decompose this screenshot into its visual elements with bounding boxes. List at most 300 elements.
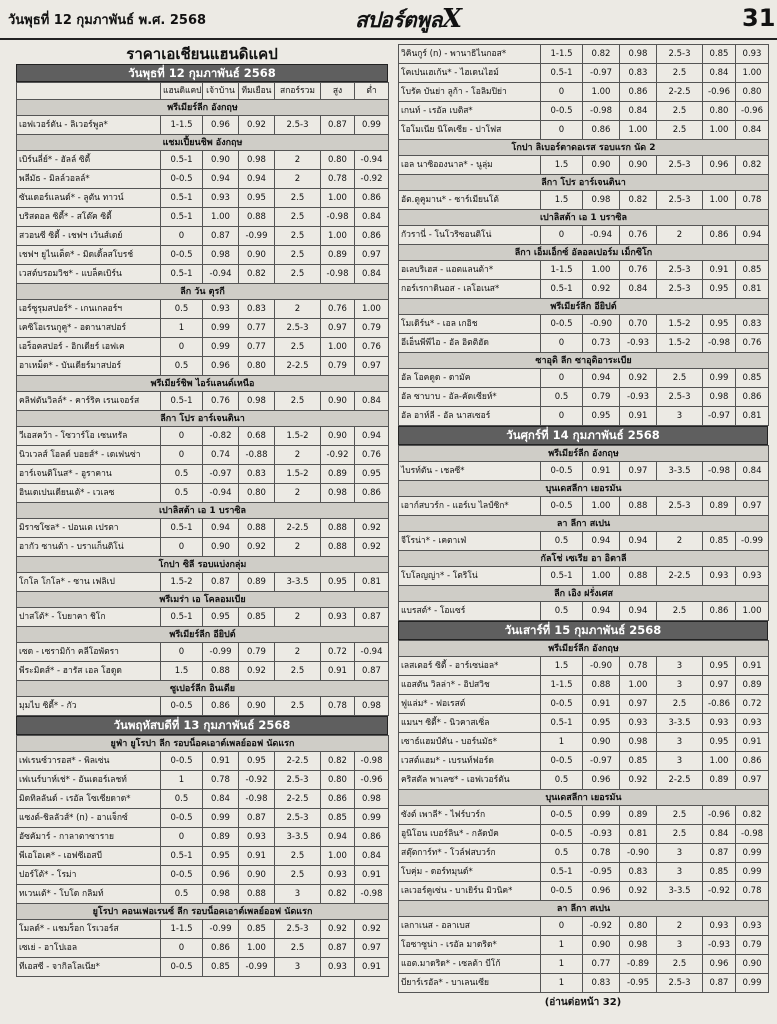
home-odds: 0.98	[203, 246, 239, 265]
match-row	[399, 676, 769, 695]
handicap: 0.5-1	[541, 567, 583, 586]
home-odds: 0.91	[583, 695, 620, 714]
over-odds: 0.84	[703, 64, 736, 83]
over-odds: 0.99	[703, 369, 736, 388]
date-band: วันพุธที่ 12 กุมภาพันธ์ 2568	[16, 64, 388, 82]
total-goals: 2	[275, 484, 321, 503]
over-odds: 0.87	[321, 939, 355, 958]
match-row	[399, 752, 769, 771]
match-name: ฟูแล่ม* - ฟอเรสต์	[399, 695, 541, 714]
under-odds: 0.99	[736, 844, 769, 863]
total-goals: 2-2.5	[275, 357, 321, 376]
league-name: ลีกา โปร อาร์เจนตินา	[399, 175, 769, 191]
match-row	[399, 602, 769, 621]
over-odds: -0.86	[703, 695, 736, 714]
over-odds: 0.96	[703, 156, 736, 175]
handicap: 1.5	[541, 156, 583, 175]
column-header: สกอร์รวม	[275, 83, 321, 100]
match-name: เฟเนร์บาห์เช่* - อันเดอร์เลชท์	[17, 771, 161, 790]
away-odds: 0.81	[620, 825, 657, 844]
total-goals: 3	[657, 657, 703, 676]
under-odds: 0.99	[736, 863, 769, 882]
match-row	[17, 427, 389, 446]
under-odds: 0.83	[736, 315, 769, 334]
match-row	[399, 771, 769, 790]
match-row	[17, 227, 389, 246]
handicap: 0.5	[541, 388, 583, 407]
home-odds: 0.88	[203, 662, 239, 681]
under-odds: 0.86	[736, 752, 769, 771]
league-name: บุนเดสลีกา เยอรมัน	[399, 790, 769, 806]
away-odds: 0.92	[620, 882, 657, 901]
match-row	[17, 357, 389, 376]
handicap: 0.5	[161, 357, 203, 376]
handicap: 0-0.5	[161, 958, 203, 977]
handicap: 1	[161, 771, 203, 790]
home-odds: 0.93	[203, 300, 239, 319]
handicap: 0-0.5	[541, 102, 583, 121]
odds-table	[398, 445, 769, 621]
league-name: แชมเปี้ยนชิพ อังกฤษ	[17, 135, 389, 151]
column-header: ทีมเยือน	[239, 83, 275, 100]
away-odds: 0.83	[620, 64, 657, 83]
league-row	[399, 353, 769, 369]
total-goals: 3	[657, 407, 703, 426]
match-row	[17, 246, 389, 265]
under-odds: 0.81	[736, 280, 769, 299]
match-name: คริสตัล พาเลซ* - เอฟเวอร์ตัน	[399, 771, 541, 790]
home-odds: -0.99	[203, 920, 239, 939]
under-odds: 0.85	[736, 369, 769, 388]
match-name: เลเวอร์คูเซ่น - บาเยิร์น มิวนิค*	[399, 882, 541, 901]
handicap: 0	[541, 917, 583, 936]
under-odds: 1.00	[736, 602, 769, 621]
match-name: โอซาซูน่า - เรอัล มาดริด*	[399, 936, 541, 955]
league-name: ลีกา เอ็มเอ็กซ์ อัลอลเปอร์ม เม็กซิโก	[399, 245, 769, 261]
away-odds: 0.98	[239, 392, 275, 411]
total-goals: 3	[275, 958, 321, 977]
under-odds: 0.78	[736, 191, 769, 210]
under-odds: -0.98	[355, 752, 389, 771]
total-goals: 2.5	[657, 602, 703, 621]
over-odds: -0.93	[703, 936, 736, 955]
under-odds: 0.93	[736, 45, 769, 64]
under-odds: 0.86	[736, 388, 769, 407]
match-row	[17, 265, 389, 284]
match-name: อินเดเปนเดียนเต้* - เวเลซ	[17, 484, 161, 503]
league-row	[399, 551, 769, 567]
total-goals: 2-2.5	[657, 83, 703, 102]
under-odds: 0.93	[736, 567, 769, 586]
over-odds: 0.98	[321, 484, 355, 503]
away-odds: 0.92	[620, 369, 657, 388]
match-name: พีระมิดส์* - ฮารัส เอล โฮดูด	[17, 662, 161, 681]
odds-table	[398, 640, 769, 993]
home-odds: 0.94	[583, 369, 620, 388]
under-odds: -0.98	[736, 825, 769, 844]
over-odds: 0.85	[703, 45, 736, 64]
away-odds: 0.94	[620, 532, 657, 551]
match-name: ทีเอสซี - จากิลโลเนีย*	[17, 958, 161, 977]
total-goals: 2.5	[275, 847, 321, 866]
home-odds: 0.79	[583, 388, 620, 407]
league-row	[17, 503, 389, 519]
over-odds: 0.87	[703, 974, 736, 993]
match-row	[399, 882, 769, 901]
total-goals: 2	[657, 226, 703, 245]
over-odds: 0.93	[321, 866, 355, 885]
match-row	[399, 695, 769, 714]
home-odds: -0.90	[583, 657, 620, 676]
league-name: เปาลิสต้า เอ 1 บราซิล	[17, 503, 389, 519]
over-odds: 0.95	[703, 280, 736, 299]
total-goals: 2.5-3	[657, 156, 703, 175]
total-goals: 2.5	[275, 246, 321, 265]
over-odds: 0.95	[321, 573, 355, 592]
home-odds: 0.94	[583, 602, 620, 621]
away-odds: 0.80	[620, 917, 657, 936]
league-name: พรีเมร่า เอ โคลอมเบีย	[17, 592, 389, 608]
match-row	[399, 226, 769, 245]
under-odds: 0.76	[355, 338, 389, 357]
away-odds: 0.70	[620, 315, 657, 334]
over-odds: 0.90	[321, 392, 355, 411]
match-name: เลกาเนส - อลาเบส	[399, 917, 541, 936]
handicap: 0-0.5	[161, 246, 203, 265]
home-odds: 0.91	[203, 752, 239, 771]
under-odds: 0.91	[736, 657, 769, 676]
handicap: 1	[541, 936, 583, 955]
away-odds: 0.95	[239, 189, 275, 208]
under-odds: 0.97	[355, 246, 389, 265]
match-row	[399, 102, 769, 121]
total-goals: 2.5-3	[657, 497, 703, 516]
under-odds: 0.94	[736, 226, 769, 245]
total-goals: 1.5-2	[275, 465, 321, 484]
away-odds: 0.98	[620, 936, 657, 955]
match-name: ไบรท์ตัน - เชลซี*	[399, 462, 541, 481]
league-row	[17, 284, 389, 300]
home-odds: -0.92	[583, 917, 620, 936]
away-odds: 0.76	[620, 226, 657, 245]
match-row	[399, 191, 769, 210]
away-odds: 0.83	[239, 300, 275, 319]
over-odds: 0.94	[321, 828, 355, 847]
handicap: 0-0.5	[541, 825, 583, 844]
handicap: 1.5-2	[161, 573, 203, 592]
home-odds: 1.00	[203, 208, 239, 227]
handicap: 0	[161, 427, 203, 446]
match-row	[17, 446, 389, 465]
logo-x: X	[441, 4, 462, 34]
match-row	[17, 465, 389, 484]
league-row	[17, 592, 389, 608]
away-odds: 0.91	[620, 407, 657, 426]
handicap: 1.5	[541, 657, 583, 676]
over-odds: 1.00	[321, 847, 355, 866]
total-goals: 2.5	[657, 806, 703, 825]
home-odds: 0.76	[203, 392, 239, 411]
over-odds: 0.84	[703, 825, 736, 844]
page-number: 31	[742, 4, 776, 32]
match-row	[399, 497, 769, 516]
under-odds: 0.90	[736, 955, 769, 974]
under-odds: 1.00	[355, 300, 389, 319]
match-name: วิคินกูร์ (n) - พานาธิไนกอส*	[399, 45, 541, 64]
over-odds: 0.97	[321, 319, 355, 338]
over-odds: -0.98	[703, 462, 736, 481]
handicap: 0.5	[161, 790, 203, 809]
over-odds: 0.95	[703, 733, 736, 752]
odds-table-title: ราคาเอเชียนแฮนดิแคป	[126, 45, 278, 63]
total-goals: 2	[275, 538, 321, 557]
home-odds: 0.86	[583, 121, 620, 140]
match-row	[399, 657, 769, 676]
total-goals: 2	[275, 608, 321, 627]
league-row	[17, 557, 389, 573]
over-odds: 0.98	[703, 388, 736, 407]
handicap: 0.5	[541, 771, 583, 790]
home-odds: 0.95	[203, 608, 239, 627]
league-row	[399, 210, 769, 226]
league-row	[17, 681, 389, 697]
over-odds: 0.87	[321, 116, 355, 135]
match-row	[17, 484, 389, 503]
total-goals: 3-3.5	[657, 714, 703, 733]
total-goals: 2.5	[657, 825, 703, 844]
under-odds: 0.87	[355, 662, 389, 681]
match-name: แบรสต์* - โอแซร์	[399, 602, 541, 621]
left-odds-column	[16, 44, 388, 977]
over-odds: 0.93	[703, 917, 736, 936]
under-odds: 0.82	[736, 806, 769, 825]
total-goals: 2-2.5	[275, 790, 321, 809]
away-odds: 0.80	[239, 357, 275, 376]
total-goals: 3-3.5	[275, 828, 321, 847]
column-header: ต่ำ	[355, 83, 389, 100]
league-name: พรีเมียร์ลีก อังกฤษ	[399, 446, 769, 462]
away-odds: 0.91	[239, 847, 275, 866]
match-row	[17, 790, 389, 809]
over-odds: 0.80	[321, 771, 355, 790]
away-odds: 0.98	[620, 733, 657, 752]
match-name: โคเปนเฮเก้น* - ไฮเดนไฮม์	[399, 64, 541, 83]
over-odds: 0.88	[321, 519, 355, 538]
match-name: อัซคัมาร์ - กาลาตาซาราย	[17, 828, 161, 847]
handicap: 0-0.5	[161, 866, 203, 885]
handicap: 0.5	[541, 532, 583, 551]
home-odds: -0.95	[583, 863, 620, 882]
match-row	[17, 338, 389, 357]
home-odds: 0.89	[203, 828, 239, 847]
total-goals: 3	[657, 863, 703, 882]
total-goals: 2.5	[275, 939, 321, 958]
over-odds: 0.85	[703, 532, 736, 551]
away-odds: -0.88	[239, 446, 275, 465]
league-row	[399, 641, 769, 657]
over-odds: 0.72	[321, 643, 355, 662]
handicap: 0	[161, 828, 203, 847]
away-odds: 0.79	[239, 643, 275, 662]
home-odds: -0.93	[583, 825, 620, 844]
newspaper-logo	[355, 4, 462, 37]
handicap: 0-0.5	[161, 809, 203, 828]
match-name: เวสต์บรอมวิช* - แบล็คเบิร์น	[17, 265, 161, 284]
league-row	[399, 586, 769, 602]
over-odds: -0.92	[321, 446, 355, 465]
over-odds: 0.89	[703, 497, 736, 516]
match-row	[399, 64, 769, 83]
over-odds: 0.82	[321, 752, 355, 771]
handicap: 0-0.5	[161, 752, 203, 771]
match-name: โกโล โกโล* - ซาน เฟลิเป	[17, 573, 161, 592]
match-name: มิราซโซล* - ปอนเต เปรตา	[17, 519, 161, 538]
away-odds: -0.99	[239, 227, 275, 246]
handicap: 1	[541, 733, 583, 752]
league-name: โกปา ซิลี รอบแบ่งกลุ่ม	[17, 557, 389, 573]
logo-text: สปอร์ตพูล	[355, 7, 442, 32]
league-row	[17, 736, 389, 752]
match-name: บริสตอล ซิตี้* - สโต๊ค ซิตี้	[17, 208, 161, 227]
under-odds: 0.97	[355, 939, 389, 958]
under-odds: 0.86	[355, 484, 389, 503]
league-row	[17, 135, 389, 151]
over-odds: 0.89	[703, 771, 736, 790]
total-goals: 3-3.5	[275, 573, 321, 592]
home-odds: 0.90	[203, 538, 239, 557]
under-odds: 0.81	[736, 407, 769, 426]
match-row	[17, 392, 389, 411]
handicap: 1-1.5	[161, 920, 203, 939]
match-row	[399, 462, 769, 481]
total-goals: 2-2.5	[657, 771, 703, 790]
column-header-row	[17, 83, 389, 100]
match-row	[399, 83, 769, 102]
over-odds: -0.98	[703, 334, 736, 353]
match-row	[17, 189, 389, 208]
match-name: เอาก์สบวร์ก - แอร์เบ ไลป์ซิก*	[399, 497, 541, 516]
away-odds: 0.98	[620, 45, 657, 64]
league-row	[17, 376, 389, 392]
under-odds: 0.84	[355, 847, 389, 866]
match-row	[399, 917, 769, 936]
away-odds: -0.92	[239, 771, 275, 790]
home-odds: 0.95	[583, 714, 620, 733]
under-odds: 0.92	[355, 519, 389, 538]
match-row	[399, 280, 769, 299]
match-name: เฟเรนซ์วารอส* - พิลเซ่น	[17, 752, 161, 771]
odds-table	[16, 735, 389, 977]
handicap: 0.5	[541, 844, 583, 863]
home-odds: 0.77	[583, 955, 620, 974]
total-goals: 1.5-2	[657, 315, 703, 334]
home-odds: 0.95	[583, 407, 620, 426]
home-odds: -0.94	[583, 226, 620, 245]
league-name: กัลโช่ เซเรีย อา อิตาลี	[399, 551, 769, 567]
away-odds: 0.94	[239, 170, 275, 189]
league-name: พรีเมียร์ลีก อังกฤษ	[399, 641, 769, 657]
home-odds: -0.99	[203, 643, 239, 662]
away-odds: 0.90	[239, 246, 275, 265]
away-odds: 0.92	[239, 662, 275, 681]
over-odds: -0.96	[703, 806, 736, 825]
total-goals: 2.5-3	[657, 388, 703, 407]
home-odds: 0.98	[583, 191, 620, 210]
league-name: โกปา ลิเบอร์ตาดอเรส รอบแรก นัด 2	[399, 140, 769, 156]
column-header: เจ้าบ้าน	[203, 83, 239, 100]
away-odds: 0.92	[620, 771, 657, 790]
match-name: แอสตัน วิลล่า* - อิปสวิช	[399, 676, 541, 695]
away-odds: 0.89	[620, 806, 657, 825]
over-odds: -0.98	[321, 208, 355, 227]
match-name: อัล โอคดูด - ดามัค	[399, 369, 541, 388]
over-odds: 0.89	[321, 246, 355, 265]
total-goals: 2.5-3	[657, 280, 703, 299]
total-goals: 3	[657, 752, 703, 771]
handicap: 0.5-1	[161, 847, 203, 866]
away-odds: 0.90	[620, 156, 657, 175]
match-name: กอร์เรกาดินอส - เลโอเนส*	[399, 280, 541, 299]
match-name: อาร์เจนติโนส* - อูราคาน	[17, 465, 161, 484]
away-odds: 0.82	[239, 265, 275, 284]
over-odds: 0.93	[703, 567, 736, 586]
total-goals: 2.5	[275, 265, 321, 284]
match-name: แซงต์-ชิลลัวส์* (n) - อาแจ็กซ์	[17, 809, 161, 828]
home-odds: 0.84	[203, 790, 239, 809]
handicap: 0.5-1	[161, 208, 203, 227]
under-odds: -0.94	[355, 643, 389, 662]
match-row	[17, 319, 389, 338]
handicap: 0.5-1	[161, 151, 203, 170]
match-name: ซังต์ เพาลี* - ไฟร์บวร์ก	[399, 806, 541, 825]
league-name: พรีเมียร์ลีก อังกฤษ	[17, 100, 389, 116]
away-odds: 0.93	[620, 714, 657, 733]
away-odds: 0.85	[239, 920, 275, 939]
under-odds: 0.91	[736, 733, 769, 752]
over-odds: 0.95	[703, 657, 736, 676]
over-odds: 0.93	[703, 714, 736, 733]
date-band: วันศุกร์ที่ 14 กุมภาพันธ์ 2568	[398, 426, 768, 445]
under-odds: 0.81	[355, 573, 389, 592]
away-odds: 0.84	[620, 102, 657, 121]
league-name: ลา ลีกา สเปน	[399, 516, 769, 532]
match-row	[17, 170, 389, 189]
under-odds: 0.99	[355, 809, 389, 828]
total-goals: 3	[657, 936, 703, 955]
away-odds: 0.88	[239, 208, 275, 227]
under-odds: 0.93	[736, 714, 769, 733]
over-odds: 0.93	[321, 958, 355, 977]
over-odds: 0.95	[703, 315, 736, 334]
away-odds: 0.93	[239, 828, 275, 847]
over-odds: 0.91	[703, 261, 736, 280]
total-goals: 2.5	[657, 369, 703, 388]
over-odds: 1.00	[321, 338, 355, 357]
under-odds: 0.72	[736, 695, 769, 714]
league-row	[399, 245, 769, 261]
match-name: อเลบริเฮส - แอตแลนต้า*	[399, 261, 541, 280]
league-row	[17, 100, 389, 116]
total-goals: 2.5-3	[275, 116, 321, 135]
total-goals: 2.5-3	[275, 920, 321, 939]
match-row	[399, 936, 769, 955]
date-band: วันเสาร์ที่ 15 กุมภาพันธ์ 2568	[398, 621, 768, 640]
home-odds: 0.78	[583, 844, 620, 863]
handicap: 0	[161, 538, 203, 557]
handicap: 0.5-1	[161, 519, 203, 538]
match-name: ปอร์โต้* - โรม่า	[17, 866, 161, 885]
under-odds: 0.84	[736, 462, 769, 481]
